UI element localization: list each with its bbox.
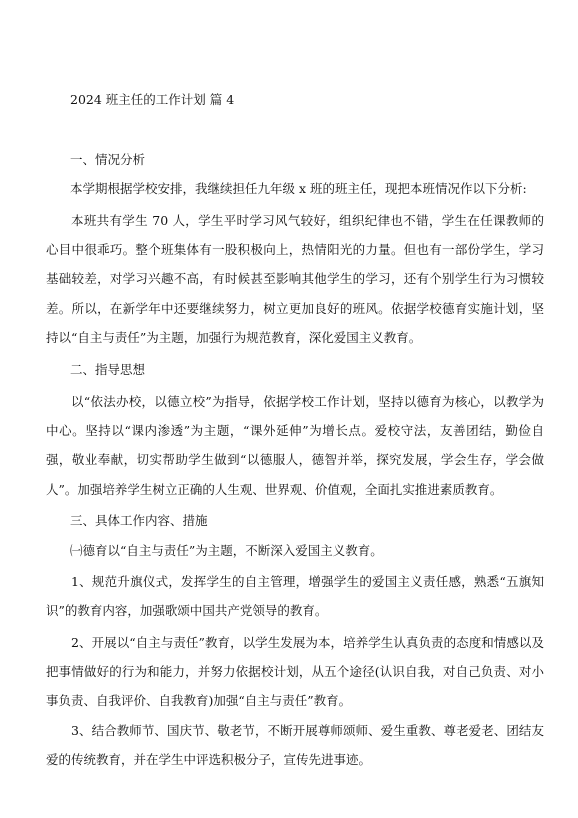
section-heading-situation-analysis: 一、情况分析 (70, 152, 146, 167)
section-heading-work-content: 三、具体工作内容、措施 (70, 513, 208, 528)
situation-analysis-paragraph: 本班共有学生 70 人，学生平时学习风气较好，组织纪律也不错，学生在任课教师的心目中很乖巧。整个班集体有一股积极向上，热情阳光的力量。但也有一部份学生，学习基础较差，对学习兴趣不高，有时候甚至影响其他学生的学习，还有个别学生行为习惯较差。所以，在新学年中还要继续努力，树立更加良好的班风。依据学校德育实施计划，坚持以“自主与责任”为主题，加强行为规范教育，深化爱国主义教育。 (46, 213, 544, 345)
section-intro-paragraph: 本学期根据学校安排，我继续担任九年级 x 班的班主任，现把本班情况作以下分析: (70, 181, 527, 196)
work-item-3-paragraph: 3、结合教师节、国庆节、敬老节，不断开展尊师颂师、爱生重教、尊老爱老、团结友爱的传统教育，并在学生中评选积极分子，宣传先进事迹。 (46, 723, 544, 768)
guiding-thought-paragraph: 以“依法办校，以德立校”为指导，依据学校工作计划，坚持以德育为核心，以教学为中心。坚持以“课内渗透”为主题，“课外延伸”为增长点。爱校守法，友善团结，勤俭自强，敬业奉献，切实帮助学生做到“以德服人，德智并举，探究发展，学会生存，学会做人”。加强培养学生树立正确的人生观、世界观、价值观，全面扎实推进素质教育。 (46, 394, 544, 497)
moral-education-subheading: ㈠德育以“自主与责任”为主题，不断深入爱国主义教育。 (70, 543, 383, 558)
document-title: 2024 班主任的工作计划 篇 4 (70, 92, 235, 107)
section-heading-guiding-thought: 二、指导思想 (70, 362, 146, 377)
work-item-1-paragraph: 1、规范升旗仪式，发挥学生的自主管理，增强学生的爱国主义责任感，熟悉“五旗知识”的教育内容，加强歌颂中国共产党领导的教育。 (46, 574, 544, 619)
work-item-2-paragraph: 2、开展以“自主与责任”教育，以学生发展为本，培养学生认真负责的态度和情感以及把事情做好的行为和能力，并努力依据校计划，从五个途径(认识自我，对自己负责、对小事负责、自我评价、自我教育)加强“自主与责任”教育。 (46, 635, 544, 709)
